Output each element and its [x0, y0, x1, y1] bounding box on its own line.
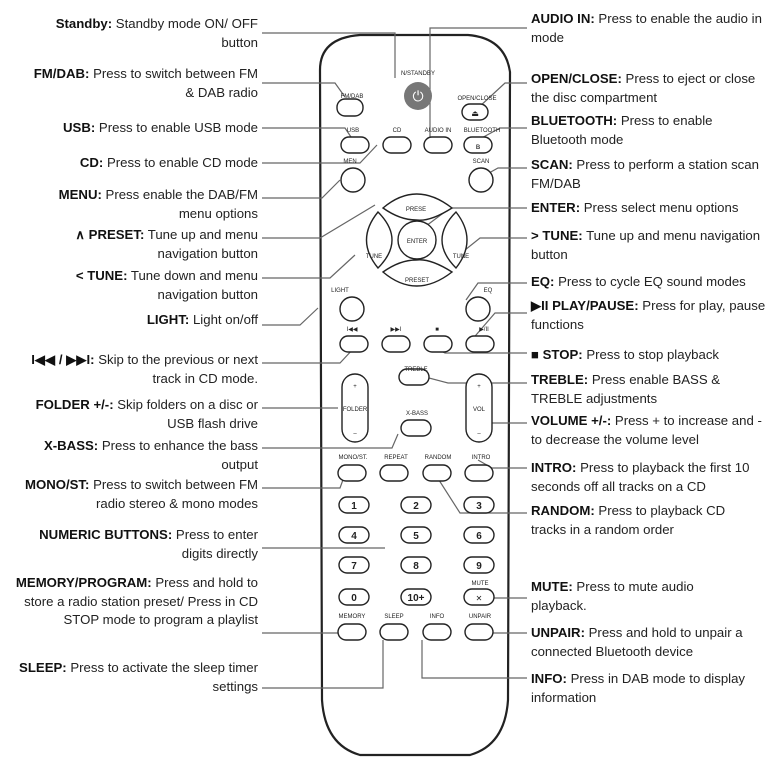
eject-icon: ⏏ — [471, 109, 479, 118]
callout-preset: ∧ PRESET: Tune up and menu navigation button — [75, 227, 258, 261]
callout-eq: EQ: Press to cycle EQ sound modes — [531, 274, 746, 289]
unpair-button[interactable] — [465, 624, 493, 640]
callout-xbass: X-BASS: Press to enhance the bass output — [43, 438, 258, 472]
vol-label: VOL — [472, 407, 486, 413]
num-10plus-label: 10+ — [407, 593, 425, 604]
scan-label: SCAN — [472, 159, 490, 165]
fm-dab-button[interactable] — [337, 99, 363, 116]
callout-standby: Standby: Standby mode ON/ OFF button — [55, 16, 258, 50]
num-8-label: 8 — [413, 561, 419, 572]
callout-folder: FOLDER +/-: Skip folders on a disc or USB flash drive — [35, 397, 258, 431]
menu-label: MEN — [343, 159, 357, 165]
sleep-label: SLEEP — [384, 614, 404, 620]
callout-stop: ■ STOP: Press to stop playback — [531, 347, 720, 362]
preset-down-label: PRESET — [404, 278, 430, 284]
scan-button[interactable] — [469, 168, 493, 192]
callout-fm-dab: FM/DAB: Press to switch between FM & DAB radio — [33, 66, 258, 100]
unpair-label: UNPAIR — [468, 614, 492, 620]
callout-sleep: SLEEP: Press to activate the sleep timer settings — [19, 660, 258, 694]
callout-usb: USB: Press to enable USB mode — [63, 120, 258, 135]
audio-in-label: AUDIO IN — [424, 128, 452, 134]
tune-left-label: TUNE — [365, 254, 383, 260]
random-label: RANDOM — [424, 455, 452, 461]
eq-label: EQ — [483, 288, 493, 294]
open-close-label: OPEN/CLOSE — [457, 96, 497, 102]
callout-volume: VOLUME +/-: Press + to increase and - to decrease the volume level — [531, 413, 762, 447]
repeat-button[interactable] — [380, 465, 408, 481]
callout-audio-in: AUDIO IN: Press to enable the audio in mode — [531, 11, 762, 45]
folder-plus: + — [353, 384, 357, 390]
tune-right-label: TUNE — [452, 254, 470, 260]
usb-label: USB — [346, 128, 360, 134]
info-button[interactable] — [423, 624, 451, 640]
preset-up-label: PRESE — [405, 207, 427, 213]
light-label: LIGHT — [331, 288, 349, 294]
callout-bluetooth: BLUETOOTH: Press to enable Bluetooth mode — [531, 113, 713, 147]
intro-label: INTRO — [471, 455, 491, 461]
xbass-button[interactable] — [401, 420, 431, 436]
light-button[interactable] — [340, 297, 364, 321]
callout-treble: TREBLE: Press enable BASS & TREBLE adjustments — [531, 372, 721, 406]
audio-in-button[interactable] — [424, 137, 452, 153]
vol-minus: – — [477, 431, 481, 437]
eq-button[interactable] — [466, 297, 490, 321]
num-4-label: 4 — [351, 531, 357, 542]
bluetooth-icon: ʙ — [475, 142, 481, 151]
random-button[interactable] — [423, 465, 451, 481]
callout-enter: ENTER: Press select menu options — [531, 200, 739, 215]
callout-scan: SCAN: Press to perform a station scan FM/DAB — [531, 157, 759, 191]
callout-intro: INTRO: Press to playback the first 10 seconds off all tracks on a CD — [531, 460, 750, 494]
callout-skip: I◀◀ / ▶▶I: Skip to the previous or next track in CD mode. — [31, 352, 258, 386]
stop-icon: ■ — [435, 327, 439, 333]
mono-st-label: MONO/ST. — [338, 455, 368, 461]
standby-label: N/STANDBY — [401, 71, 435, 77]
prev-icon: I◀◀ — [346, 327, 358, 333]
num-3-label: 3 — [476, 501, 482, 512]
callout-info: INFO: Press in DAB mode to display information — [531, 671, 746, 705]
callout-mono: MONO/ST: Press to switch between FM radio stereo & mono modes — [24, 477, 258, 511]
menu-button[interactable] — [341, 168, 365, 192]
callout-play-pause: ▶II PLAY/PAUSE: Press for play, pause functions — [531, 298, 766, 332]
num-5-label: 5 — [413, 531, 419, 542]
cd-button[interactable] — [383, 137, 411, 153]
xbass-label: X-BASS — [405, 411, 429, 417]
sleep-button[interactable] — [380, 624, 408, 640]
info-label: INFO — [429, 614, 445, 620]
mute-label: MUTE — [471, 581, 489, 587]
next-icon: ▶▶I — [390, 327, 402, 333]
num-7-label: 7 — [351, 561, 357, 572]
memory-label: MEMORY — [338, 614, 366, 620]
power-icon: ⏻ — [412, 89, 424, 105]
mute-icon: ✕ — [475, 594, 483, 603]
callout-cd: CD: Press to enable CD mode — [79, 155, 258, 170]
callout-numeric: NUMERIC BUTTONS: Press to enter digits directly — [39, 527, 258, 561]
memory-button[interactable] — [338, 624, 366, 640]
intro-button[interactable] — [465, 465, 493, 481]
treble-label: TREBLE — [404, 367, 428, 373]
fm-dab-label: FM/DAB — [340, 94, 364, 100]
vol-plus: + — [477, 384, 481, 390]
enter-label: ENTER — [406, 239, 428, 245]
callout-mute: MUTE: Press to mute audio playback. — [531, 579, 694, 613]
num-2-label: 2 — [413, 501, 419, 512]
num-9-label: 9 — [476, 561, 482, 572]
callout-tune-down: < TUNE: Tune down and menu navigation button — [75, 268, 258, 302]
play-pause-button[interactable] — [466, 336, 494, 352]
cd-label: CD — [392, 128, 402, 134]
callout-unpair: UNPAIR: Press and hold to unpair a connected Bluetooth device — [531, 625, 743, 659]
folder-minus: – — [353, 431, 357, 437]
stop-button[interactable] — [424, 336, 452, 352]
prev-button[interactable] — [340, 336, 368, 352]
play-pause-icon: ▶/II — [479, 327, 489, 333]
callout-tune-up: > TUNE: Tune up and menu navigation button — [531, 228, 761, 262]
repeat-label: REPEAT — [384, 455, 408, 461]
callout-menu: MENU: Press enable the DAB/FM menu options — [58, 187, 258, 221]
mono-st-button[interactable] — [338, 465, 366, 481]
bluetooth-label: BLUETOOTH — [463, 128, 501, 134]
num-0-label: 0 — [351, 593, 357, 604]
callout-open-close: OPEN/CLOSE: Press to eject or close the disc compartment — [531, 71, 756, 105]
next-button[interactable] — [382, 336, 410, 352]
usb-button[interactable] — [341, 137, 369, 153]
callout-memory: MEMORY/PROGRAM: Press and hold to store a radio station preset/ Press in CD STOP mode to program a playlist — [15, 575, 258, 627]
folder-label: FOLDER — [342, 407, 368, 413]
num-1-label: 1 — [351, 501, 357, 512]
num-6-label: 6 — [476, 531, 482, 542]
callout-random: RANDOM: Press to playback CD tracks in a random order — [531, 503, 726, 537]
callout-light: LIGHT: Light on/off — [146, 312, 258, 327]
